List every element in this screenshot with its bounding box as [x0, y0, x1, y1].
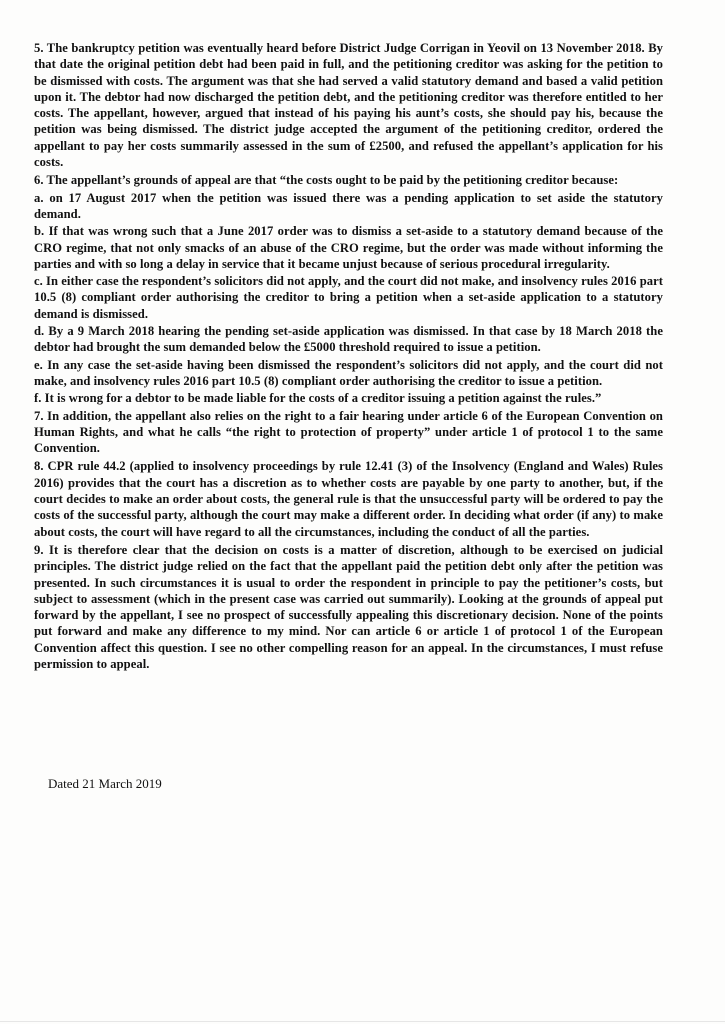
page-bottom-edge: [0, 1021, 725, 1022]
paragraph-6-intro: 6. The appellant’s grounds of appeal are that “the costs ought to be paid by the petitioning creditor because:: [34, 173, 619, 188]
ground-f: f. It is wrong for a debtor to be made liable for the costs of a creditor issuing a petition against the rules.”: [34, 391, 602, 406]
paragraph-9: 9. It is therefore clear that the decision on costs is a matter of discretion, although to be exercised on judicial principles. The district judge relied on the fact that the appellant paid the petition debt only after the petition was presented. In such circumstances it is usual to order the respondent in principle to pay the petitioner’s costs, but subject to assessment (which in the present case was carried out summarily). Looking at the grounds of appeal put forward by the appellant, I see no prospect of successfully appealing this discretionary decision. None of the points put forward and make any difference to my mind. Nor can article 6 or article 1 of protocol 1 of the European Convention affect this question. I see no other compelling reason for an appeal. In the circumstances, I must refuse permission to appeal.: [34, 542, 663, 671]
ground-c: c. In either case the respondent’s solicitors did not apply, and the court did not make, and insolvency rules 2016 part 10.5 (8) compliant order authorising the creditor to bring a petition when a set-aside application to a statutory demand is dismissed.: [34, 274, 663, 321]
ground-e: e. In any case the set-aside having been dismissed the respondent’s solicitors did not apply, and the court did not make, and insolvency rules 2016 part 10.5 (8) compliant order authorising the creditor to issue a petition.: [34, 357, 663, 388]
paragraph-7: 7. In addition, the appellant also relies on the right to a fair hearing under article 6 of the European Convention on Human Rights, and what he calls “the right to protection of property” under article 1 of protocol 1 to the same Convention.: [34, 408, 663, 456]
date-line: Dated 21 March 2019: [48, 776, 162, 791]
ground-d: d. By a 9 March 2018 hearing the pending set-aside application was dismissed. In that case by 18 March 2018 the debtor had brought the sum demanded below the £5000 threshold required to issue a petition.: [34, 324, 663, 355]
ground-b: b. If that was wrong such that a June 2017 order was to dismiss a set-aside to a statutory demand because of the CRO regime, that not only smacks of an abuse of the CRO regime, but the order was made without informing the parties and with so long a delay in service that it became unjust because of serious procedural irregularity.: [34, 224, 663, 271]
paragraph-8: 8. CPR rule 44.2 (applied to insolvency proceedings by rule 12.41 (3) of the Insolvency (England and Wales) Rules 2016) provides that the court has a discretion as to whether costs are payable by one party to another, but, if the court decides to make an order about costs, the general rule is that the unsuccessful party will be ordered to pay the costs of the successful party, although the court may make a different order. In deciding what order (if any) to make about costs, the court will have regard to all the circumstances, including the conduct of all the parties.: [34, 459, 663, 539]
ground-a: a. on 17 August 2017 when the petition was issued there was a pending application to set aside the statutory demand.: [34, 190, 663, 221]
paragraph-5: 5. The bankruptcy petition was eventually heard before District Judge Corrigan in Yeovil on 13 November 2018. By that date the original petition debt had been paid in full, and the petitioning creditor was asking for the petition to be dismissed with costs. The argument was that she had served a valid statutory demand and based a valid petition upon it. The debtor had now discharged the petition debt, and the petitioning creditor was therefore entitled to her costs. The appellant, however, argued that instead of his paying his aunt’s costs, she should pay his, because the petition was being dismissed. The district judge accepted the argument of the petitioning creditor, ordered the appellant to pay her costs summarily assessed in the sum of £2500, and refused the appellant’s application for his costs.: [34, 41, 663, 170]
